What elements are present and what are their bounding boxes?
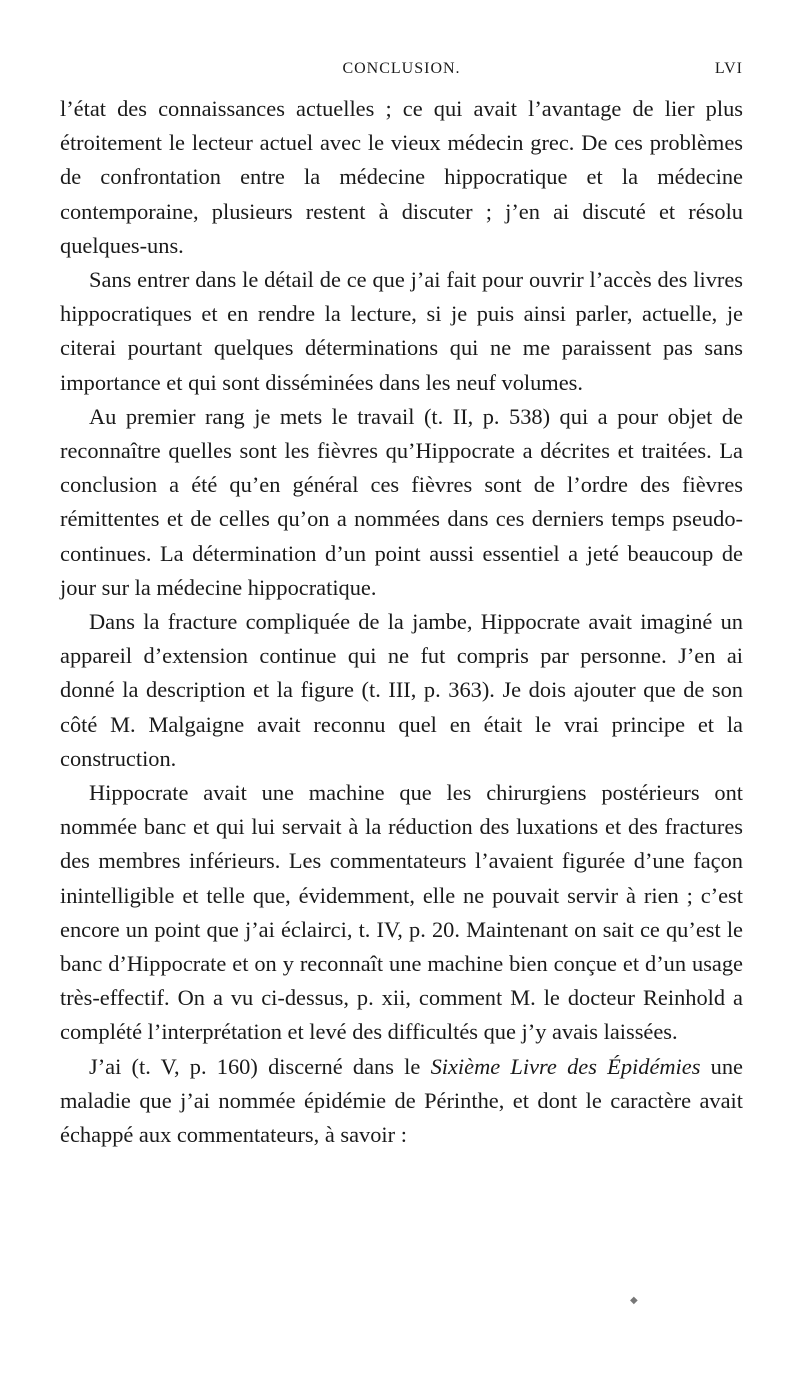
book-title-italic: Sixième Livre des Épidémies <box>430 1053 701 1079</box>
page-number: LVI <box>714 60 743 77</box>
text-segment: Sans entrer dans le détail de ce que j’ai fait pour ouvrir l’accès des livres hippocratiques et en rendre la lecture, si je puis ainsi parler, actuelle, je citerai pourtant quelques déterminations qui ne me paraissent pas sans importance et qui sont disséminées dans les neuf volumes. <box>60 267 743 395</box>
paragraph <box>60 776 743 1050</box>
paragraph <box>60 400 743 605</box>
text-segment: Hippocrate avait une machine que les chirurgiens postérieurs ont nommée banc et qui lui servait à la réduction des luxations et des fractures des membres inférieurs. Les commentateurs l’avaient figurée d’une façon inintelligible et telle que, évidemment, elle ne pouvait servir à rien ; c’est encore un point que j’ai éclairci, t. IV, p. 20. Maintenant on sait ce qu’est le banc d’Hippocrate et on y reconnaît une machine bien conçue et d’un usage très-effectif. On a vu ci-dessus, p. xii, comment M. le docteur Reinhold a complété l’interprétation et levé des difficultés que j’y avais laissées. <box>60 780 743 1045</box>
text-segment: Au premier rang je mets le travail (t. II, p. 538) qui a pour objet de reconnaître quelles sont les fièvres qu’Hippocrate a décrites et traitées. La conclusion a été qu’en général ces fièvres sont de l’ordre des fièvres rémittentes et de celles qu’on a nommées dans ces derniers temps pseudo-continues. La détermination d’un point aussi essentiel a jeté beaucoup de jour sur la médecine hippocratique. <box>60 403 743 600</box>
paragraph <box>60 1050 743 1153</box>
paragraph <box>60 605 743 776</box>
text-segment: l’état des connaissances actuelles ; ce qui avait l’avantage de lier plus étroitement le lecteur actuel avec le vieux médecin grec. De ces problèmes de confrontation entre la médecine hippocratique et la médecine contemporaine, plusieurs restent à discuter ; j’en ai discuté et résolu quelques-uns. <box>60 96 743 258</box>
running-head <box>60 60 743 82</box>
body-text <box>60 92 743 1152</box>
text-segment: Dans la fracture compliquée de la jambe, Hippocrate avait imaginé un appareil d’extension continue qui ne fut compris par personne. J’en ai donné la description et la figure (t. III, p. 363). Je dois ajouter que de son côté M. Malgaigne avait reconnu quel en était le vrai principe et la construction. <box>60 609 743 771</box>
running-title: CONCLUSION. <box>342 60 461 77</box>
text-segment: J’ai (t. V, p. 160) discerné dans le <box>89 1053 431 1079</box>
printer-mark-icon: ◆ <box>630 1295 638 1306</box>
paragraph <box>60 92 743 263</box>
paragraph <box>60 263 743 400</box>
text-segment: une maladie que j’ai nommée épidémie de Périnthe, et dont le caractère avait échappé aux commentateurs, à savoir : <box>60 1053 743 1148</box>
